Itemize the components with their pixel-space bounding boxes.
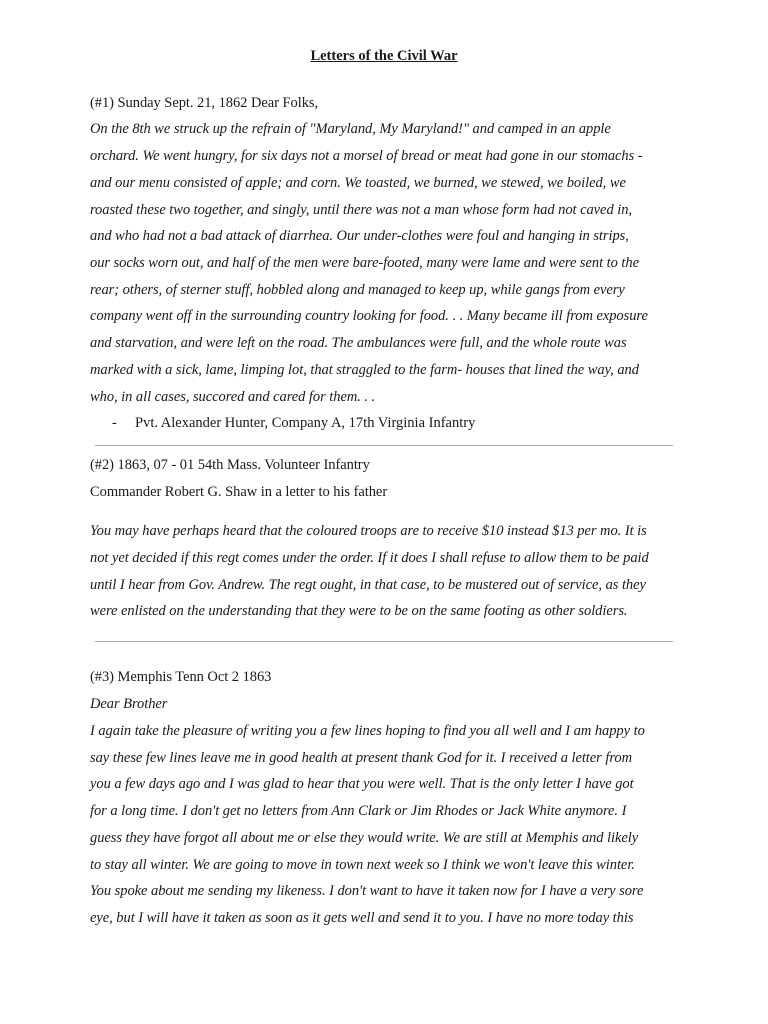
letter-3-line: say these few lines leave me in good health at present thank God for it. I received a letter from — [90, 750, 632, 766]
letter-1-line: and starvation, and were left on the road. The ambulances were full, and the whole route was — [90, 335, 627, 351]
letter-3-salutation: Dear Brother — [90, 696, 168, 712]
letter-1-line: and who had not a bad attack of diarrhea. Our under-clothes were foul and hanging in strips, — [90, 228, 629, 244]
letter-1-line: roasted these two together, and singly, until there was not a man whose form had not caved in, — [90, 202, 632, 218]
signature-text: Pvt. Alexander Hunter, Company A, 17th Virginia Infantry — [135, 415, 476, 431]
letter-1-line: orchard. We went hungry, for six days not a morsel of bread or meat had gone in our stomachs - — [90, 148, 643, 164]
signature-dash: - — [112, 415, 117, 431]
section-divider — [95, 445, 673, 446]
letter-3-line: guess they have forgot all about me or else they would write. We are still at Memphis and likely — [90, 830, 639, 846]
letter-3-line: You spoke about me sending my likeness. I don't want to have it taken now for I have a very sore — [90, 883, 644, 899]
letter-3-line: for a long time. I don't get no letters from Ann Clark or Jim Rhodes or Jack White anymore. I — [90, 803, 627, 819]
letter-1-line: marked with a sick, lame, limping lot, that straggled to the farm- houses that lined the way, and — [90, 362, 639, 378]
letter-2-heading: (#2) 1863, 07 - 01 54th Mass. Volunteer Infantry — [90, 457, 370, 473]
letter-2-line: until I hear from Gov. Andrew. The regt ought, in that case, to be mustered out of service, as they — [90, 577, 646, 593]
document-title: Letters of the Civil War — [310, 48, 458, 64]
letter-1-heading: (#1) Sunday Sept. 21, 1862 Dear Folks, — [90, 95, 319, 111]
letter-1-signature — [112, 413, 475, 433]
letter-1-line: who, in all cases, succored and cared for them. . . — [90, 389, 376, 405]
letter-3-line: eye, but I will have it taken as soon as it gets well and send it to you. I have no more today this — [90, 910, 634, 926]
letter-2-line: You may have perhaps heard that the coloured troops are to receive $10 instead $13 per mo. It is — [90, 523, 647, 539]
letter-2-line: were enlisted on the understanding that they were to be on the same footing as other soldiers. — [90, 603, 628, 619]
letter-2-subheading: Commander Robert G. Shaw in a letter to his father — [90, 484, 388, 500]
letter-1-line: On the 8th we struck up the refrain of "Maryland, My Maryland!" and camped in an apple — [90, 121, 611, 137]
section-divider — [95, 641, 673, 642]
letter-1-line: and our menu consisted of apple; and corn. We toasted, we burned, we stewed, we boiled, we — [90, 175, 626, 191]
letter-1-line: company went off in the surrounding country looking for food. . . Many became ill from exposure — [90, 308, 648, 324]
letter-1-line: our socks worn out, and half of the men were bare-footed, many were lame and were sent to the — [90, 255, 639, 271]
letter-3-line: you a few days ago and I was glad to hear that you were well. That is the only letter I have got — [90, 776, 634, 792]
letter-3-line: to stay all winter. We are going to move in town next week so I think we won't leave this winter. — [90, 857, 635, 873]
letter-1-line: rear; others, of sterner stuff, hobbled along and managed to keep up, while gangs from every — [90, 282, 625, 298]
letter-3-line: I again take the pleasure of writing you a few lines hoping to find you all well and I am happy to — [90, 723, 645, 739]
letter-2-line: not yet decided if this regt comes under the order. If it does I shall refuse to allow them to be paid — [90, 550, 649, 566]
letter-3-heading: (#3) Memphis Tenn Oct 2 1863 — [90, 669, 272, 685]
